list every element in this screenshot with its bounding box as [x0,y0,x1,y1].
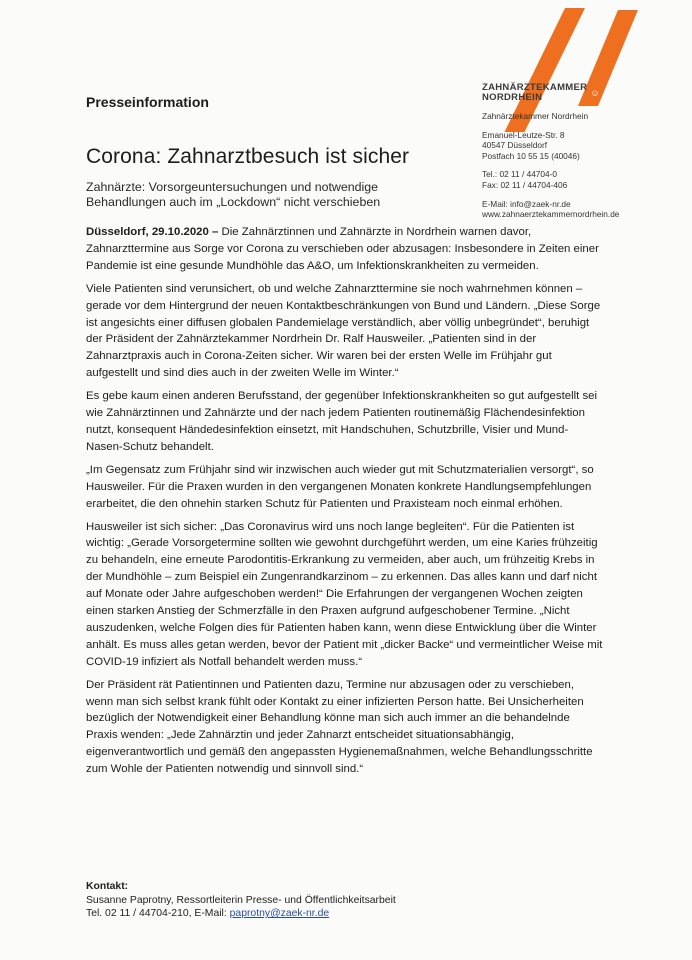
paragraph-5: Hausweiler ist sich sicher: „Das Coronavirus wird uns noch lange begleiten“. Für die Patienten ist wichtig: „Gerade Vorsorgetermine sollten wie gewohnt durchgeführt werden, um eine Karies frühzeitig zu behandeln, eine erneute Parodontitis-Erkrankung zu vermeiden, aber auch, um frühzeitig Krebs in der Mundhöhle – zum Beispiel ein Zungenrandkarzinom – zu erkennen. Das alles kann und darf nicht auf Monate oder Jahre aufgeschoben werden!“ Die Erfahrungen der vergangenen Wochen zeigten einen starken Anstieg der Schmerzfälle in den Praxen aufgrund aufgeschobener Termine. „Nicht auszudenken, welche Folgen dies für Patienten haben kann, wenn diese Entwicklung über die Winter anhält. Es muss alles getan werden, bevor der Patient mit „dicker Backe“ und vermeintlicher Weise mit COVID-19 infiziert als Notfall behandelt werden muss.“ [86,520,603,668]
paragraph-1 [86,224,604,275]
contact-tel: Tel. 02 11 / 44704-210, E-Mail: [86,908,230,920]
press-label: Presseinformation [86,94,209,110]
address-email: E-Mail: info@zaek-nr.de [482,198,571,209]
paragraph-6: Der Präsident rät Patientinnen und Patienten dazu, Termine nur abzusagen oder zu verschieben, wenn man sich selbst krank fühlt oder Kontakt zu einer infizierten Person hatte. Bei Unsicherheiten bezüglich der Notwendigkeit einer Behandlung könne man sich auch immer an die behandelnde Praxis wenden: „Jede Zahnärztin und jeder Zahnarzt entscheidet situationsabhängig, eigenverantwortlich und gemäß den angepassten Hygienemaßnahmen, welche Behandlungsschritte zum Wohle der Patienten notwendig und sinnvoll sind.“ [86,678,593,776]
address-fax: Fax: 02 11 / 44704-406 [482,179,568,190]
contact-person: Susanne Paprotny, Ressortleiterin Presse- und Öffentlichkeitsarbeit [86,894,396,906]
logo-tooth-icon: ☺ [588,86,602,100]
article-body [86,224,604,784]
sender-address [482,111,682,220]
article-title: Corona: Zahnarztbesuch ist sicher [86,145,410,168]
address-postbox: Postfach 10 55 15 (40046) [482,150,580,161]
paragraph-2: Viele Patienten sind verunsichert, ob und welche Zahnarzttermine sie noch wahrnehmen können – gerade vor dem Hintergrund der neuen Kontaktbeschränkungen von Bund und Ländern. „Diese Sorge ist angesichts einer diffusen globalen Pandemielage verständlich, aber völlig unbegründet“, beruhigt der Präsident der Zahnärztekammer Nordrhein Dr. Ralf Hausweiler. „Patienten sind in der Zahnarztpraxis auch in Corona-Zeiten sicher. Wir waren bei der ersten Welle im Frühjahr gut aufgestellt und sind dies auch in der zweiten Welle im Winter.“ [86,282,601,380]
article-subtitle: Zahnärzte: Vorsorgeuntersuchungen und notwendige Behandlungen auch im „Lockdown“ nicht verschieben [86,180,381,209]
address-tel: Tel.: 02 11 / 44704-0 [482,169,558,180]
contact-email-link[interactable]: paprotny@zaek-nr.de [229,908,330,920]
address-city: 40547 Düsseldorf [482,140,548,151]
contact-line [86,907,604,921]
contact-label: Kontakt: [86,881,129,892]
logo-wordmark [482,83,587,103]
address-street: Emanuel-Leutze-Str. 8 [482,129,565,140]
paragraph-4: „Im Gegensatz zum Frühjahr sind wir inzwischen auch wieder gut mit Schutzmaterialien versorgt“, so Hausweiler. Für die Praxen wurden in den vergangenen Monaten konkrete Handlungsempfehlungen erarbeitet, die den ohnehin starken Schutz für Patienten und Praxisteam noch einmal erhöhen. [86,463,594,510]
contact-block [86,880,604,921]
address-org: Zahnärztekammer Nordrhein [482,111,589,121]
logo-line-1: ZAHNÄRZTEKAMMER [482,82,588,93]
paragraph-3: Es gebe kaum einen anderen Berufsstand, der gegenüber Infektionskrankheiten so gut aufgestellt sei wie Zahnärztinnen und Zahnärzte und der nach jedem Patienten routinemäßig Flächendesinfektion nutzt, konsequent Händedesinfektion einsetzt, mit Handschuhen, Schutzbrille, Visier und Mund-Nasen-Schutz behandelt. [86,390,598,453]
dateline: Düsseldorf, 29.10.2020 – [86,226,219,238]
logo-line-2: NORDRHEIN [482,92,543,103]
address-web: www.zahnaerztekammernordrhein.de [482,209,620,220]
paragraph-1-text: Die Zahnärztinnen und Zahnärzte in Nordrhein warnen davor, Zahnarzttermine aus Sorge vor Corona zu verschieben oder abzusagen: Insbesondere in Zeiten einer Pandemie ist eine gesunde Mundhöhle das A&O, um Infektionskrankheiten zu vermeiden. [86,226,599,272]
